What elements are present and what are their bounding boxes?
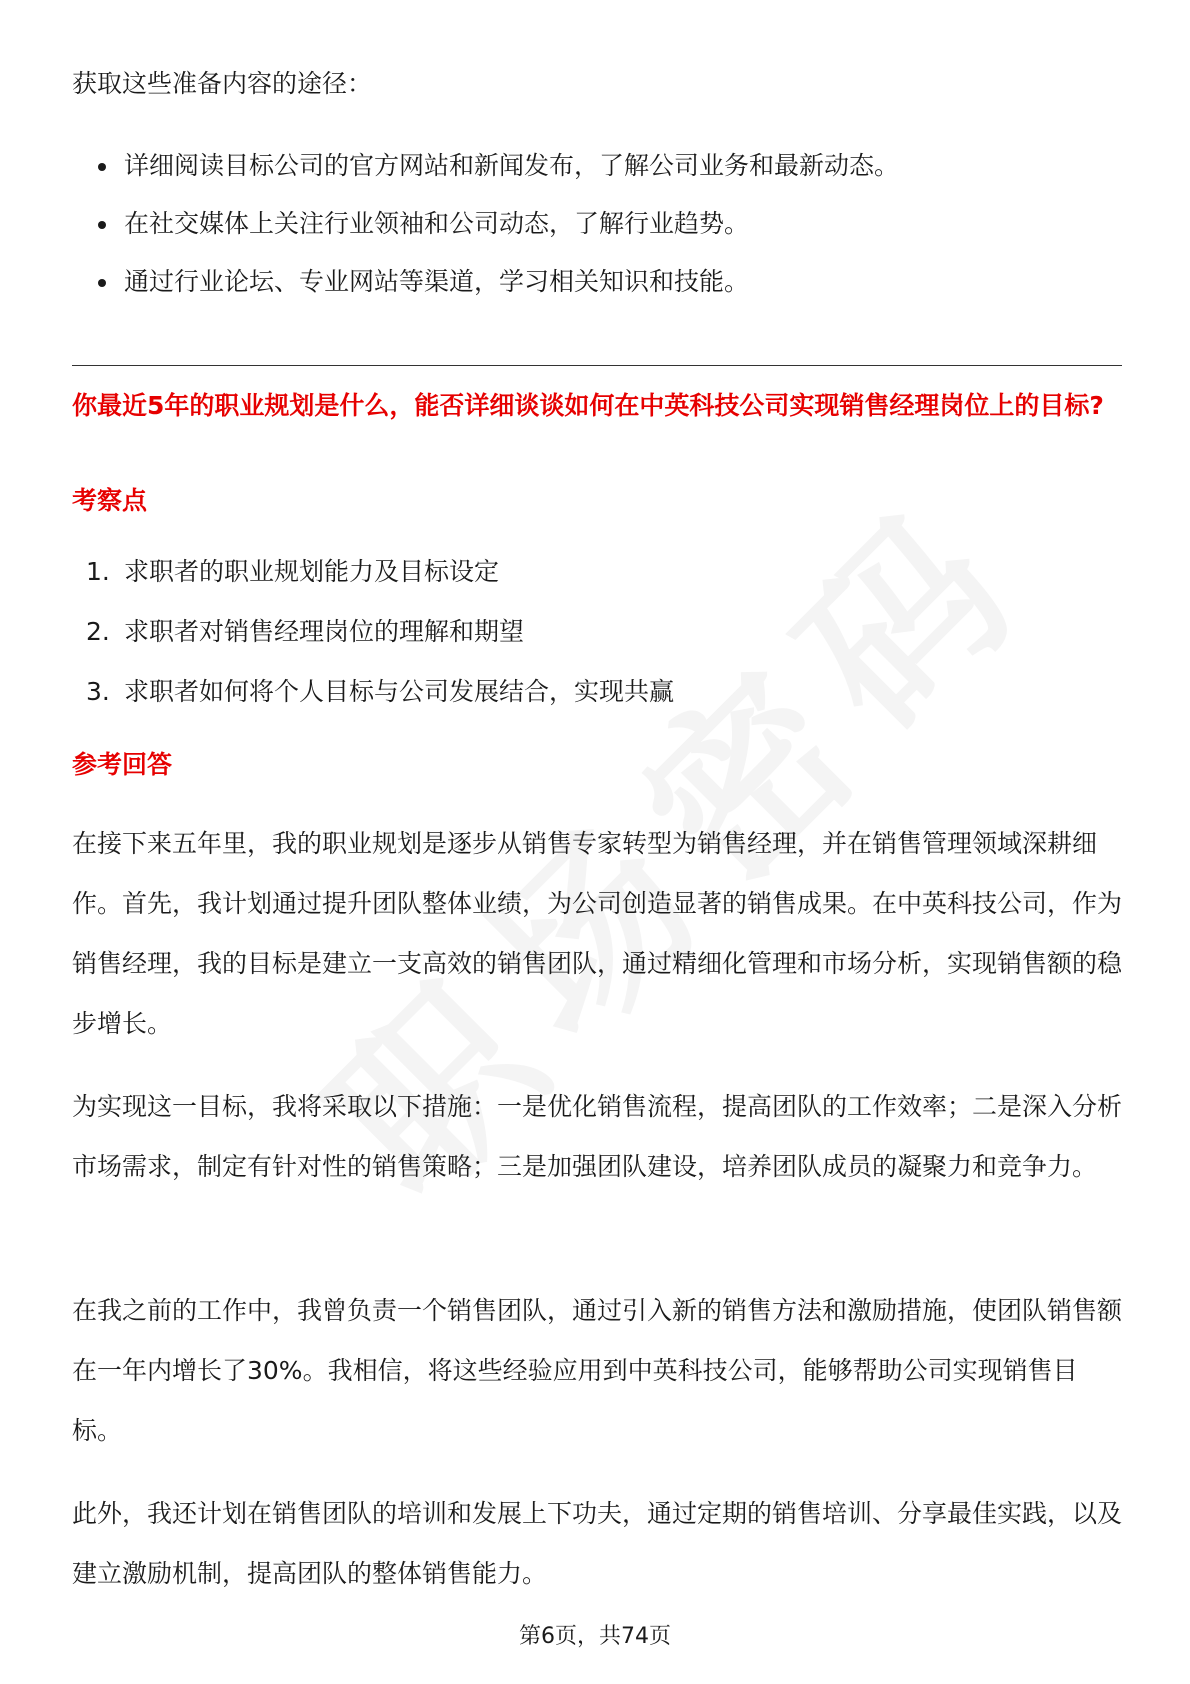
answer-paragraph: 为实现这一目标，我将采取以下措施：一是优化销售流程，提高团队的工作效率；二是深入分析市场需求，制定有针对性的销售策略；三是加强团队建设，培养团队成员的凝聚力和竞争力。: [72, 1092, 1123, 1181]
bullet-dot-icon: [98, 279, 106, 287]
intro-text: 获取这些准备内容的途径：: [72, 69, 373, 98]
points-list: [72, 554, 1122, 734]
section-divider: [72, 365, 1122, 366]
list-item: 详细阅读目标公司的官方网站和新闻发布，了解公司业务和最新动态。: [72, 148, 1122, 206]
points-section-title: 考察点: [72, 486, 148, 515]
bullet-list: [72, 148, 1122, 322]
bullet-dot-icon: [98, 221, 106, 229]
answer-paragraph: 在我之前的工作中，我曾负责一个销售团队，通过引入新的销售方法和激励措施，使团队销售额在一年内增长了30%。我相信，将这些经验应用到中英科技公司，能够帮助公司实现销售目标。: [72, 1296, 1123, 1445]
list-item: 1. 求职者的职业规划能力及目标设定: [86, 557, 500, 586]
list-item: 2. 求职者对销售经理岗位的理解和期望: [86, 617, 525, 646]
list-item: 在社交媒体上关注行业领袖和公司动态，了解行业趋势。: [72, 206, 1122, 264]
bullet-dot-icon: [98, 163, 106, 171]
answer-paragraph: 此外，我还计划在销售团队的培训和发展上下功夫，通过定期的销售培训、分享最佳实践，以及建立激励机制，提高团队的整体销售能力。: [72, 1499, 1123, 1588]
question-heading: 你最近5年的职业规划是什么，能否详细谈谈如何在中英科技公司实现销售经理岗位上的目标?: [72, 391, 1104, 420]
answer-section-title: 参考回答: [72, 750, 173, 779]
list-item: 3. 求职者如何将个人目标与公司发展结合，实现共赢: [86, 677, 675, 706]
answer-paragraph: 在接下来五年里，我的职业规划是逐步从销售专家转型为销售经理，并在销售管理领域深耕细作。首先，我计划通过提升团队整体业绩，为公司创造显著的销售成果。在中英科技公司，作为销售经理，我的目标是建立一支高效的销售团队，通过精细化管理和市场分析，实现销售额的稳步增长。: [72, 829, 1123, 1038]
list-item: 通过行业论坛、专业网站等渠道，学习相关知识和技能。: [72, 264, 1122, 322]
page-number: 第6页，共74页: [519, 1624, 671, 1649]
